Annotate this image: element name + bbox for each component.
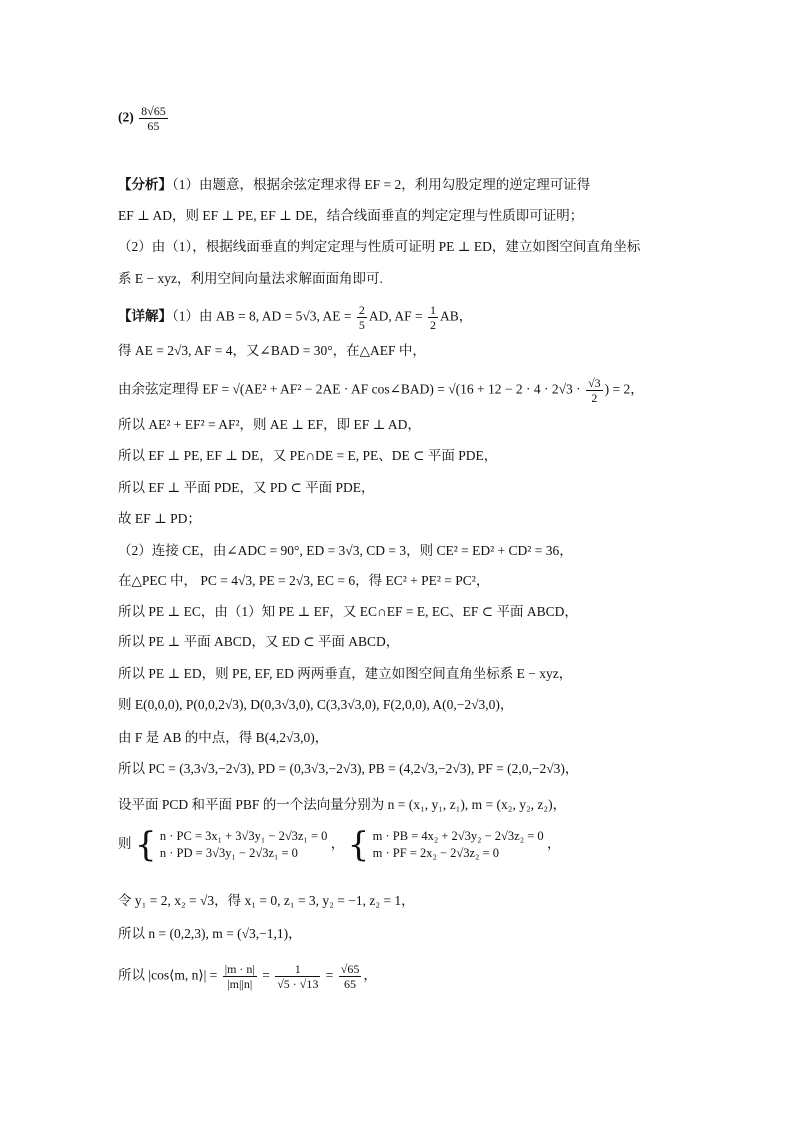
equation-n-pc: n · PC = 3x₁ + 3√3y₁ − 2√3z₁ = 0: [159, 829, 328, 843]
equation-n-pd: n · PD = 3√3y₁ − 2√3z₁ = 0: [159, 846, 298, 860]
detail-line-1: [118, 303, 472, 332]
analysis-line-4: 系 E − xyz，利用空间向量法求解面面角即可.: [118, 271, 383, 286]
detail-line-19: 所以 n = (0,2,3), m = (√3,−1,1)，: [118, 926, 302, 941]
detail-line-14: 由 F 是 AB 的中点，得 B(4,2√3,0)，: [118, 730, 329, 745]
analysis-line-3: （2）由（1），根据线面垂直的判定定理与性质可证明 PE ⊥ ED，建立如图空间直角坐标: [118, 239, 641, 254]
answer-label: (2): [118, 109, 134, 125]
fraction-numerator: 1: [275, 962, 320, 977]
fraction-1-over-sqrt: [275, 962, 320, 991]
fraction-numerator: √65: [340, 962, 360, 976]
equation-m-pb: m · PB = 4x₂ + 2√3y₂ − 2√3z₂ = 0: [372, 829, 544, 843]
detail-text-1a: （1）由 AB = 8, AD = 5√3, AE =: [172, 308, 352, 324]
detail-line-16: 设平面 PCD 和平面 PBF 的一个法向量分别为 n = (x₁, y₁, z₁), m = (x₂, y₂, z₂)，: [118, 797, 567, 812]
fraction-numerator: 1: [430, 303, 437, 317]
fraction-2-5: [357, 303, 367, 332]
detail-line-18: 令 y₁ = 2, x₂ = √3，得 x₁ = 0, z₁ = 3, y₂ = −1, z₂ = 1，: [118, 893, 415, 908]
equation-system-n: [160, 828, 328, 862]
detail-line-13: 则 E(0,0,0), P(0,0,2√3), D(0,3√3,0), C(3,3√3,0), F(2,0,0), A(0,−2√3,0)，: [118, 697, 514, 712]
answer-2: [118, 104, 170, 133]
analysis-line-1: [118, 176, 590, 194]
fraction-1-2: [428, 303, 438, 332]
detail-line-9: 在△PEC 中， PC = 4√3, PE = 2√3, EC = 6，得 EC² + PE² = PC²，: [118, 573, 490, 588]
detail-line-7: 故 EF ⊥ PD；: [118, 511, 201, 526]
detail-text-20a: 所以 |cos⟨m, n⟩| =: [118, 967, 218, 983]
detail-tag: 【详解】: [118, 308, 172, 324]
equals-sign: =: [325, 967, 334, 983]
detail-line-6: 所以 EF ⊥ 平面 PDE，又 PD ⊂ 平面 PDE，: [118, 480, 375, 495]
detail-line-5: 所以 EF ⊥ PE, EF ⊥ DE，又 PE∩DE = E, PE、DE ⊂ 平面 PDE，: [118, 448, 498, 463]
fraction-numerator: √3: [588, 376, 601, 390]
detail-line-12: 所以 PE ⊥ ED，则 PE, EF, ED 两两垂直，建立如图空间直角坐标系 E − xyz，: [118, 666, 573, 681]
detail-text-1c: AB，: [440, 308, 473, 324]
answer-fraction: [139, 104, 168, 133]
detail-text-3a: 由余弦定理得 EF = √(AE² + AF² − 2AE · AF cos∠BAD) = √(16 + 12 − 2 · 4 · 2√3 ·: [118, 381, 581, 397]
fraction-numerator: |m · n|: [224, 962, 255, 976]
detail-line-20: [118, 962, 377, 991]
equation-system-separator: ，: [330, 836, 345, 852]
fraction-numerator: 2: [358, 303, 365, 317]
detail-text-3b: ) = 2，: [604, 381, 644, 397]
fraction-cos-formula: [223, 962, 257, 991]
detail-line-4: 所以 AE² + EF² = AF²，则 AE ⊥ EF，即 EF ⊥ AD，: [118, 417, 421, 432]
equation-m-pf: m · PF = 2x₂ − 2√3z₂ = 0: [372, 846, 499, 860]
fraction-denominator: 5: [358, 318, 365, 332]
detail-line-10: 所以 PE ⊥ EC，由（1）知 PE ⊥ EF，又 EC∩EF = E, EC、EF ⊂ 平面 ABCD，: [118, 604, 578, 619]
equals-sign: =: [262, 967, 270, 983]
detail-line-11: 所以 PE ⊥ 平面 ABCD，又 ED ⊂ 平面 ABCD，: [118, 634, 400, 649]
fraction-result: [339, 962, 362, 991]
detail-line-15: 所以 PC = (3,3√3,−2√3), PD = (0,3√3,−2√3), PB = (4,2√3,−2√3), PF = (2,0,−2√3)，: [118, 761, 579, 776]
detail-line-17: [118, 825, 561, 865]
detail-line-8: （2）连接 CE，由∠ADC = 90°, ED = 3√3, CD = 3，则 CE² = ED² + CD² = 36，: [118, 543, 573, 558]
fraction-denominator: 2: [430, 318, 437, 332]
left-brace-icon: {: [347, 825, 370, 865]
detail-text-20end: ，: [363, 967, 377, 983]
analysis-text-1: （1）由题意，根据余弦定理求得 EF = 2，利用勾股定理的逆定理可证得: [172, 177, 591, 192]
fraction-denominator: √5 · √13: [277, 977, 319, 991]
fraction-denominator: 65: [344, 977, 357, 991]
left-brace-icon: {: [134, 825, 157, 865]
detail-line-3: [118, 376, 644, 405]
detail-text-1b: AD, AF =: [368, 308, 423, 324]
fraction-denominator: 2: [591, 391, 598, 405]
analysis-line-2: EF ⊥ AD，则 EF ⊥ PE, EF ⊥ DE，结合线面垂直的判定定理与性质即可证明；: [118, 208, 584, 223]
equation-system-prefix: 则: [118, 836, 132, 852]
fraction-denominator: |m||n|: [227, 977, 253, 991]
equation-system-end: ，: [547, 836, 561, 852]
answer-numerator: 8√65: [141, 104, 166, 118]
answer-denominator: 65: [147, 119, 160, 133]
equation-system-m: [373, 828, 544, 862]
analysis-tag: 【分析】: [118, 177, 172, 192]
detail-line-2: 得 AE = 2√3, AF = 4，又∠BAD = 30°，在△AEF 中，: [118, 343, 426, 358]
fraction-sqrt3-2: [586, 376, 603, 405]
